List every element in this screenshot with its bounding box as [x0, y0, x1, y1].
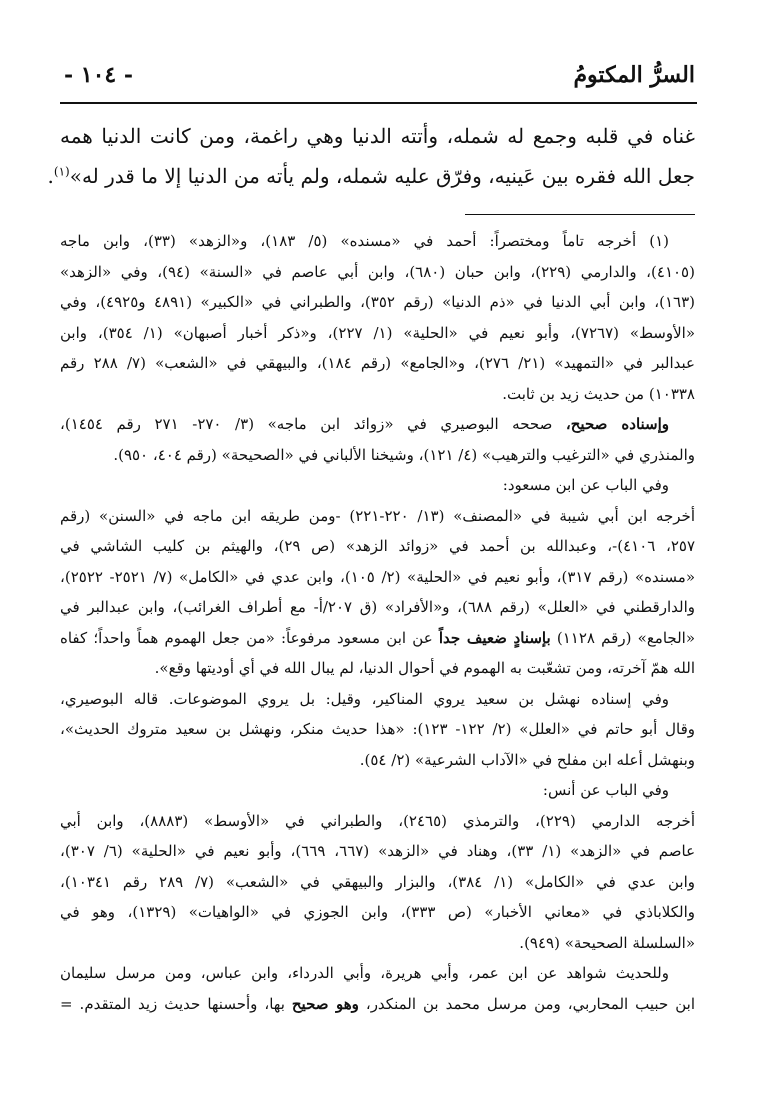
note-line: ٢٥٧، ٤١٠٦)-، وعبدالله بن أحمد في «زوائد الزهد» (ص ٢٩)، والهيثم بن كليب الشاشي في — [60, 537, 695, 555]
note-line: وفي الباب عن أنس: — [542, 781, 669, 799]
note-line: وبنهشل أعله ابن مفلح في «الآداب الشرعية» (٢/ ٥٤). — [359, 750, 695, 769]
note-line: والكلاباذي في «معاني الأخبار» (ص ٣٣٣)، وابن الجوزي في «الواهيات» (١٣٢٩)، وهو في — [60, 903, 695, 921]
note-line: ١٠٣٣٨) من حديث زيد بن ثابت. — [502, 384, 695, 403]
bold-phrase: وإسناده صحيح، — [565, 415, 670, 433]
note-line — [60, 989, 695, 1020]
note-line: الله همّ آخرته، ومن تشعّبت به الهموم في أحوال الدنيا، لم يبال الله في أي أوديتها وقع». — [154, 659, 695, 677]
note-line: عبدالبر في «التمهيد» (٢١/ ٢٧٦)، و«الجامع» (رقم ١٨٤)، والبيهقي في «الشعب» (٧/ ٢٨٨ رقم — [60, 354, 695, 372]
note-line: وفي الباب عن ابن مسعود: — [502, 476, 669, 494]
note-text: عن ابن مسعود مرفوعاً: «من جعل الهموم هماً واحداً؛ كفاه — [60, 628, 439, 647]
bold-phrase: وهو صحيح — [291, 994, 359, 1013]
note-line: أخرجه الدارمي (٢٢٩)، والترمذي (٢٤٦٥)، والطبراني في «الأوسط» (٨٨٨٣)، وابن أبي — [60, 811, 695, 830]
note-text: ابن حبيب المحاربي، ومن مرسل محمد بن المنكدر، — [358, 994, 695, 1013]
note-line: (٤١٠٥)، والدارمي (٢٢٩)، وابن حبان (٦٨٠)، وابن أبي عاصم في «السنة» (٩٤)، وفي «الزهد» — [60, 262, 695, 281]
bold-phrase: بإسنادٍ ضعيف جداً — [438, 628, 551, 647]
page-header — [62, 62, 695, 106]
note-line: وقال أبو حاتم في «العلل» (٢/ ١٢٢- ١٢٣): «هذا حديث منكر، ونهشل بن سعيد متروك الحديث»، — [60, 720, 695, 738]
note-text: صححه البوصيري في «زوائد ابن ماجه» (٣/ ٢٧٠- ٢٧١ رقم ١٤٥٤)، — [60, 415, 566, 433]
note-line: «الأوسط» (٧٢٦٧)، وأبو نعيم في «الحلية» (١/ ٢٢٧)، و«ذكر أخبار أصبهان» (١/ ٣٥٤)، وابن — [60, 323, 695, 342]
note-line: (١٦٣)، وابن أبي الدنيا في «ذم الدنيا» (رقم ٣٥٢)، والطبراني في «الكبير» (٤٨٩١ و٤٩٢٥)، وفي — [60, 293, 695, 311]
running-title: السرُّ المكتومُ — [573, 62, 695, 88]
note-line: وفي إسناده نهشل بن سعيد يروي المناكير، وقيل: بل يروي الموضوعات. قاله البوصيري، — [60, 689, 669, 708]
note-line: أخرجه ابن أبي شيبة في «المصنف» (١٣/ ٢٢٠-٢٢١) -ومن طريقه ابن ماجه في «السنن» (رقم — [60, 506, 695, 525]
note-line — [60, 409, 695, 440]
main-line-text: جعل الله فقره بين عَينيه، وفرّق عليه شمله، ولم يأته من الدنيا إلا ما قدر له» — [69, 164, 695, 188]
note-text: بها، وأحسنها حديث زيد المتقدم. = — [60, 994, 292, 1013]
main-line: جعل الله فقره بين عَينيه، وفرّق عليه شمله، ولم يأته من الدنيا إلا ما قدر له»$^{(١)}$. — [47, 164, 695, 188]
header-rule — [60, 102, 697, 104]
note-line: وابن عدي في «الكامل» (١/ ٣٨٤)، والبزار والبيهقي في «الشعب» (٧/ ٢٨٩ رقم ١٠٣٤١)، — [60, 872, 695, 891]
note-line: «السلسلة الصحيحة» (٩٤٩). — [519, 933, 695, 952]
note-line: «مسنده» (رقم ٣١٧)، وأبو نعيم في «الحلية» (٢/ ١٠٥)، وابن عدي في «الكامل» (٧/ ٢٥٢١- ٢٥٢٢)، — [60, 567, 695, 586]
note-line: والمنذري في «الترغيب والترهيب» (٤/ ١٢١)، وشيخنا الألباني في «الصحيحة» (رقم ٤٠٤، ٩٥٠). — [113, 445, 695, 464]
page-number: - ١٠٤ - — [64, 62, 134, 88]
note-line: (١) أخرجه تاماً ومختصراً: أحمد في «مسنده» (٥/ ١٨٣)، و«الزهد» (٣٣)، وابن ماجه — [60, 232, 669, 250]
note-line: والدارقطني في «العلل» (رقم ٦٨٨)، و«الأفراد» (ق ٢٠٧/أ- مع أطراف الغرائب)، وابن عبدالبر في — [60, 598, 695, 616]
main-text — [47, 116, 695, 196]
note-line: وللحديث شواهد عن ابن عمر، وأبي هريرة، وأبي الدرداء، وابن عباس، ومن مرسل سليمان — [60, 964, 669, 982]
note-line: عاصم في «الزهد» (١/ ٣٣)، وهناد في «الزهد» (٦٦٧، ٦٦٩)، وأبو نعيم في «الحلية» (٦/ ٣٠٧)، — [60, 842, 695, 860]
main-line: غناه في قلبه وجمع له شمله، وأتته الدنيا وهي راغمة، ومن كانت الدنيا همه — [60, 124, 695, 148]
footnotes — [60, 226, 695, 1019]
note-text: «الجامع» (رقم ١١٢٨) — [550, 628, 695, 647]
footnote-ref: (١) — [53, 164, 70, 179]
footnote-rule — [465, 214, 695, 215]
note-line — [60, 623, 695, 654]
